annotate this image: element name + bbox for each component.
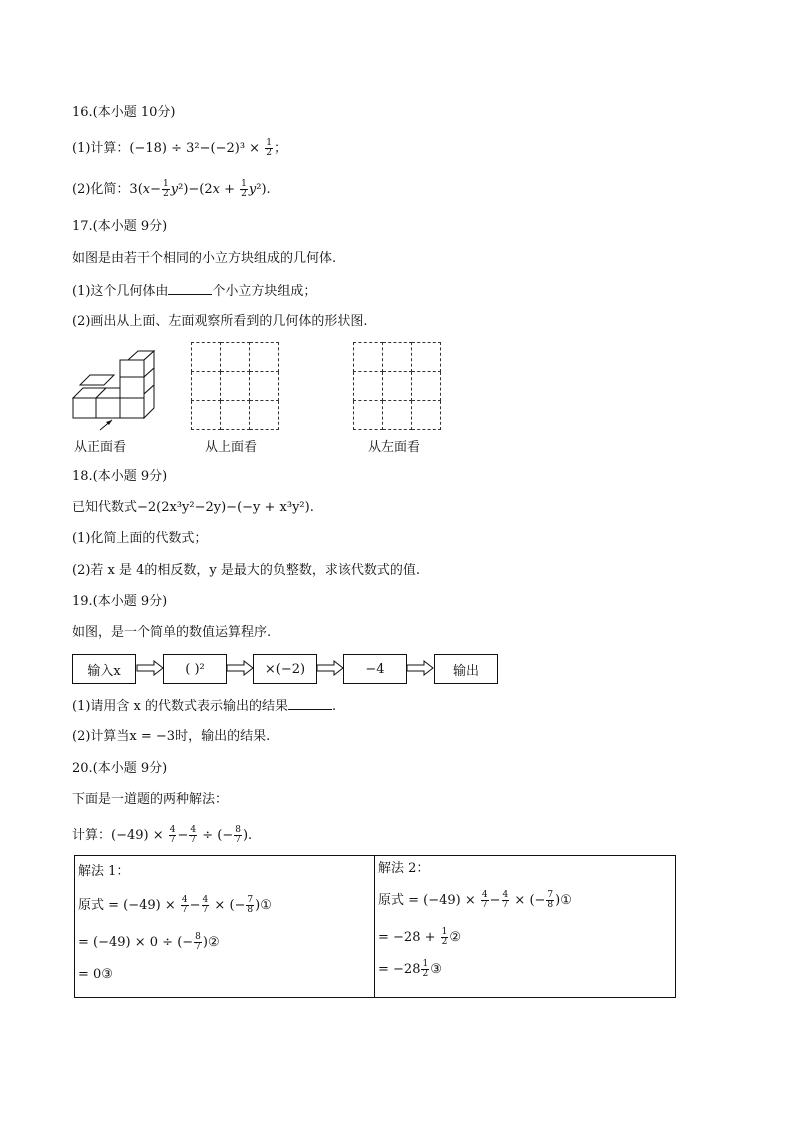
q16-part2: (2)化简：3(x− $\frac{1}{2}$ y²)−(2x + $\frac{1}{2}$ y²). xyxy=(72,179,271,199)
flow-box-square: ( )² xyxy=(163,654,227,684)
q19-part2: (2)计算当x = −3时，输出的结果. xyxy=(72,729,271,744)
fraction: $\frac{8}{7}$ xyxy=(235,825,241,845)
q18-header: 18.(本小题 9分) xyxy=(72,469,168,484)
q19-part1: (1)请用含 x 的代数式表示输出的结果 . xyxy=(72,699,337,714)
q18-expression: 已知代数式−2(2x³y²−2y)−(−y + x³y²). xyxy=(72,500,314,515)
q17-intro: 如图是由若干个相同的小立方块组成的几何体. xyxy=(72,251,337,266)
solution-2: 解法 2： 原式 = (−49) × $\frac{4}{7}$ − $\frac{4}{7}$ × (− $\frac{7}{8}$ )① = −28 + $\frac{1}{2}$ ② = −28 $\frac{1}{2}$ ③ xyxy=(378,861,572,979)
solution-2-step-3: = −28 $\frac{1}{2}$ ③ xyxy=(378,959,442,979)
left-view-grid[interactable] xyxy=(353,342,441,430)
answer-blank[interactable] xyxy=(168,282,212,295)
solution-2-step-2: = −28 + $\frac{1}{2}$ ② xyxy=(378,927,462,947)
fraction: $\frac{4}{7}$ xyxy=(190,825,197,845)
solution-1-step-3: = 0③ xyxy=(78,967,113,982)
q19-header: 19.(本小题 9分) xyxy=(72,594,168,609)
flow-arrow-icon xyxy=(226,660,254,676)
flow-box-output: 输出 xyxy=(434,654,498,684)
solution-2-step-1: 原式 = (−49) × $\frac{4}{7}$ − $\frac{4}{7}$ × (− $\frac{7}{8}$ )① xyxy=(378,890,572,910)
q17-part1: (1)这个几何体由 个小立方块组成； xyxy=(72,284,317,299)
fraction: $\frac{1}{2}$ xyxy=(241,179,247,199)
solution-1-step-2: = (−49) × 0 ÷ (− $\frac{8}{7}$ )② xyxy=(78,932,220,952)
flow-arrow-icon xyxy=(316,660,344,676)
fraction: $\frac{1}{2}$ xyxy=(266,138,272,158)
q20-calc: 计算：(−49) × $\frac{4}{7}$ − $\frac{4}{7}$ ÷ (− $\frac{8}{7}$ ). xyxy=(72,825,253,845)
cube-figure xyxy=(70,350,160,432)
caption-front-view: 从正面看 xyxy=(74,440,127,455)
q16-header: 16.(本小题 10分) xyxy=(72,105,176,120)
q17-header: 17.(本小题 9分) xyxy=(72,219,168,234)
caption-top-view: 从上面看 xyxy=(205,440,258,455)
q20-intro: 下面是一道题的两种解法： xyxy=(72,792,229,807)
top-view-grid[interactable] xyxy=(191,342,279,430)
q17-part2: (2)画出从上面、左面观察所看到的几何体的形状图. xyxy=(72,314,368,329)
q18-part1: (1)化简上面的代数式； xyxy=(72,531,208,546)
flow-arrow-icon xyxy=(406,660,434,676)
flow-box-input: 输入x xyxy=(72,654,136,684)
caption-left-view: 从左面看 xyxy=(368,440,421,455)
answer-blank[interactable] xyxy=(288,697,332,710)
fraction: $\frac{1}{2}$ xyxy=(163,179,169,199)
q20-header: 20.(本小题 9分) xyxy=(72,761,168,776)
flow-arrow-icon xyxy=(136,660,164,676)
solutions-table xyxy=(74,855,676,998)
q19-intro: 如图，是一个简单的数值运算程序. xyxy=(72,625,272,640)
flow-box-subtract: −4 xyxy=(343,654,407,684)
fraction: $\frac{4}{7}$ xyxy=(169,825,176,845)
solution-1: 解法 1： 原式 = (−49) × $\frac{4}{7}$ − $\frac{4}{7}$ × (− $\frac{7}{8}$ )① = (−49) × 0 ÷ (− $\frac{8}{7}$ )② = 0③ xyxy=(75,856,375,997)
solution-1-step-1: 原式 = (−49) × $\frac{4}{7}$ − $\frac{4}{7}$ × (− $\frac{7}{8}$ )① xyxy=(78,895,272,915)
flow-box-multiply: ×(−2) xyxy=(253,654,317,684)
q18-part2: (2)若 x 是 4的相反数，y 是最大的负整数，求该代数式的值. xyxy=(72,563,421,578)
q16-part1: (1)计算：(−18) ÷ 3²−(−2)³ × $\frac{1}{2}$ ； xyxy=(72,138,287,158)
